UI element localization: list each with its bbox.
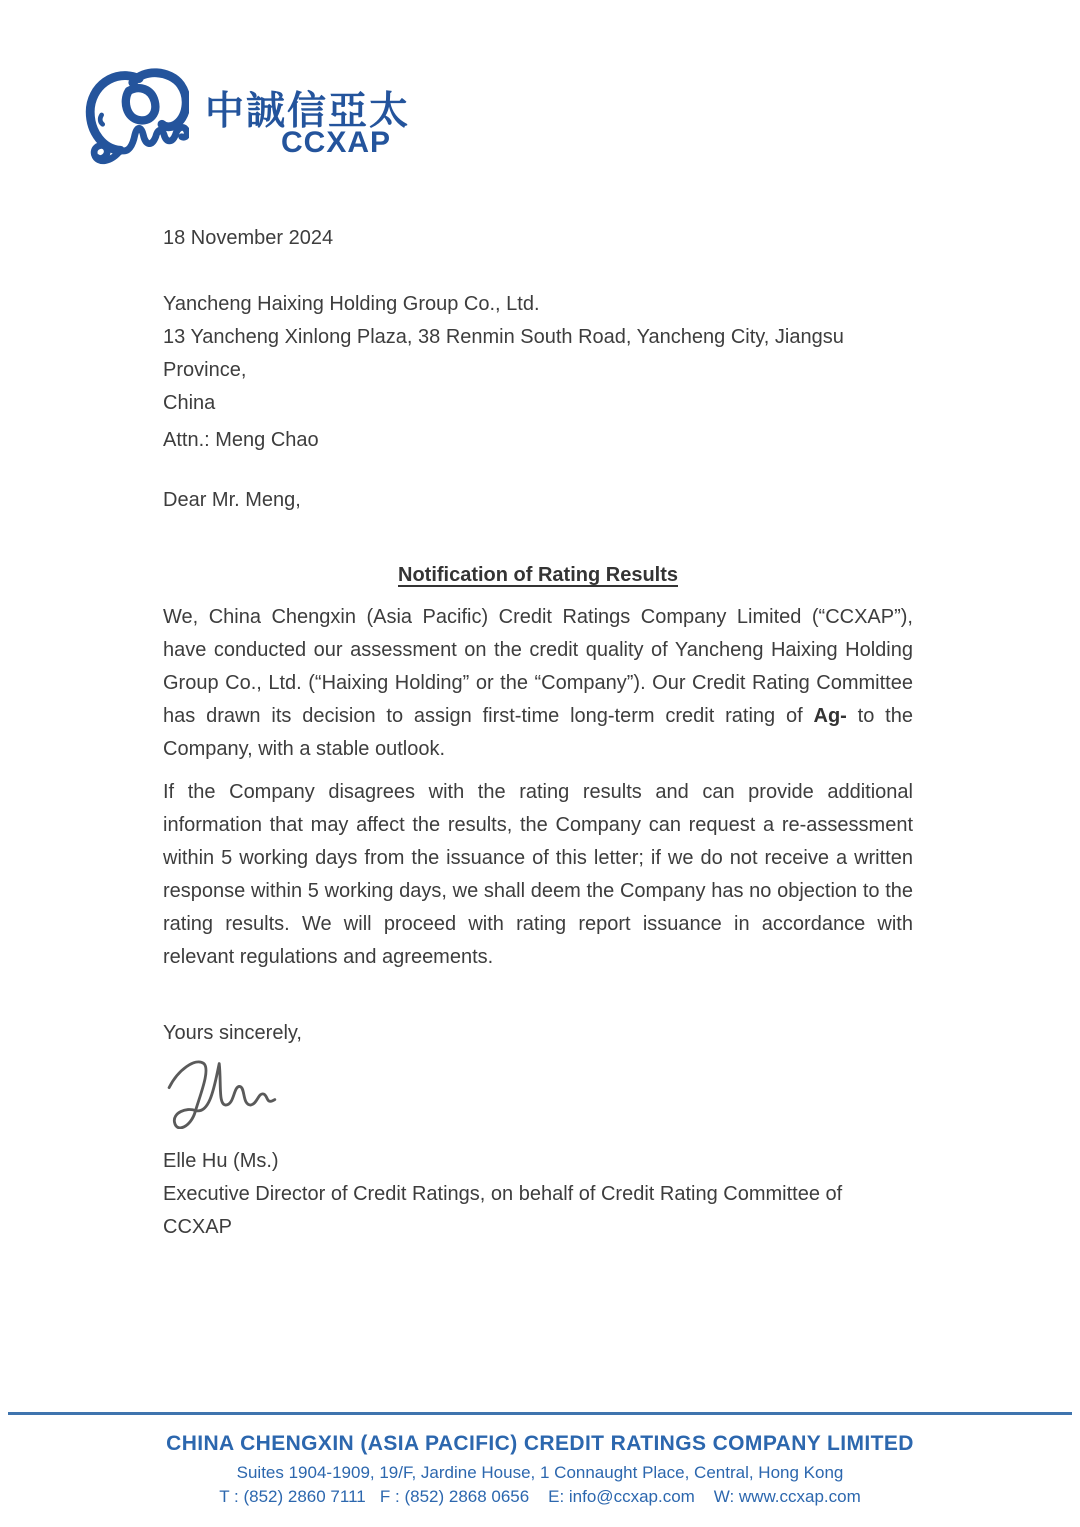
letter-date: 18 November 2024 [163, 227, 334, 249]
subject-title: Notification of Rating Results [398, 564, 678, 586]
paragraph-reassessment-terms: If the Company disagrees with the rating results and can provide additional information that may affect the results, the Company can request a re-assessment within 5 working days from the issuance of this letter; if we do not receive a written response within 5 working days, we shall deem the Company has no objection to the rating results. We will proceed with rating report issuance in accordance with relevant regulations and agreements. [163, 781, 913, 968]
footer-company-name: CHINA CHENGXIN (ASIA PACIFIC) CREDIT RATINGS COMPANY LIMITED [166, 1432, 914, 1455]
recipient-company: Yancheng Haixing Holding Group Co., Ltd. [163, 293, 540, 315]
footer-address: Suites 1904-1909, 19/F, Jardine House, 1 Connaught Place, Central, Hong Kong [236, 1463, 844, 1482]
recipient-address-line1: 13 Yancheng Xinlong Plaza, 38 Renmin South Road, Yancheng City, Jiangsu Province, [163, 326, 844, 381]
logo-ccxap-text: CCXAP [280, 126, 391, 159]
recipient-address-line2: China [163, 392, 216, 414]
para1-before-rating: We, China Chengxin (Asia Pacific) Credit Ratings Company Limited (“CCXAP”), have conducted our assessment on the credit quality of Yancheng Haixing Holding Group Co., Ltd. (“Haixing Holding” or the “Company”). Our Credit Rating Committee has drawn its decision to assign first-time long-term credit rating of [163, 606, 913, 727]
salutation: Dear Mr. Meng, [163, 489, 301, 511]
rating-letter: A [813, 705, 828, 727]
ccxap-elephant-logo-icon [85, 66, 189, 168]
rating-subscript: g [827, 705, 841, 727]
rating-modifier: - [840, 705, 847, 727]
footer-divider-rule [8, 1412, 1072, 1415]
signer-title: Executive Director of Credit Ratings, on behalf of Credit Rating Committee of CCXAP [163, 1183, 843, 1238]
recipient-address [163, 288, 913, 420]
logo-cjk-text: 中誠信亞太 [205, 90, 411, 133]
footer-contact-info: T : (852) 2860 7111 F : (852) 2868 0656 E: info@ccxap.com W: www.ccxap.com [219, 1487, 861, 1506]
paragraph-rating-decision [163, 601, 913, 766]
para1-after-rating: to the Company, with a stable outlook. [163, 705, 913, 760]
attention-line: Attn.: Meng Chao [163, 429, 319, 451]
signer-name: Elle Hu (Ms.) [163, 1150, 279, 1172]
closing-line: Yours sincerely, [163, 1022, 302, 1044]
handwritten-signature [150, 1044, 295, 1129]
